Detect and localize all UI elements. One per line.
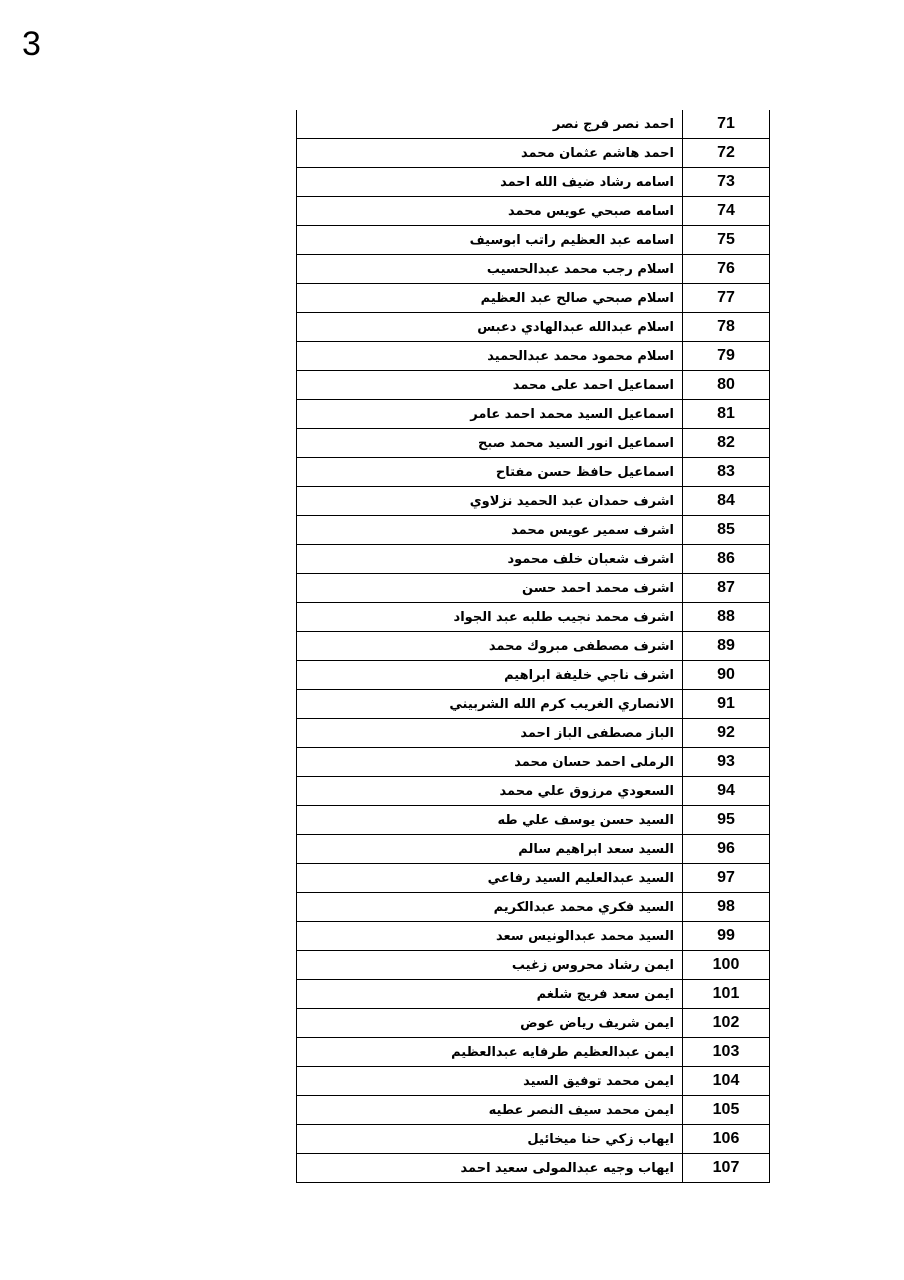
row-number: 82 [683,429,770,458]
row-name: اسلام رجب محمد عبدالحسيب [297,255,683,284]
table-row [297,1125,770,1154]
row-name: احمد هاشم عثمان محمد [297,139,683,168]
table-row [297,864,770,893]
table-row [297,1038,770,1067]
table-row [297,545,770,574]
table-row [297,661,770,690]
row-number: 92 [683,719,770,748]
table-row [297,1009,770,1038]
table-row [297,139,770,168]
table-row [297,110,770,139]
row-number: 95 [683,806,770,835]
row-number: 91 [683,690,770,719]
table-row [297,284,770,313]
table-row [297,371,770,400]
row-number: 96 [683,835,770,864]
row-number: 90 [683,661,770,690]
row-name: ايمن محمد توفيق السيد [297,1067,683,1096]
table-row [297,980,770,1009]
table-row [297,574,770,603]
row-number: 85 [683,516,770,545]
row-name: اشرف مصطفى مبروك محمد [297,632,683,661]
row-name: الرملى احمد حسان محمد [297,748,683,777]
page-number: 3 [22,25,41,63]
row-number: 103 [683,1038,770,1067]
row-name: اشرف شعبان خلف محمود [297,545,683,574]
table-row [297,603,770,632]
row-number: 81 [683,400,770,429]
row-number: 88 [683,603,770,632]
row-name: اسماعيل انور السيد محمد صبح [297,429,683,458]
table-row [297,313,770,342]
row-number: 72 [683,139,770,168]
table-row [297,342,770,371]
table-row [297,487,770,516]
row-number: 93 [683,748,770,777]
table-row [297,1067,770,1096]
row-number: 87 [683,574,770,603]
row-name: ايمن سعد فريج شلغم [297,980,683,1009]
row-name: احمد نصر فرج نصر [297,110,683,139]
table-row [297,777,770,806]
row-number: 74 [683,197,770,226]
row-name: اسلام عبدالله عبدالهادي دعبس [297,313,683,342]
row-number: 77 [683,284,770,313]
row-number: 80 [683,371,770,400]
row-number: 107 [683,1154,770,1183]
row-name: ايمن عبدالعظيم طرفايه عبدالعظيم [297,1038,683,1067]
row-number: 99 [683,922,770,951]
row-name: ايمن شريف رياض عوض [297,1009,683,1038]
row-number: 79 [683,342,770,371]
table-row [297,748,770,777]
row-number: 106 [683,1125,770,1154]
row-number: 73 [683,168,770,197]
table-row [297,951,770,980]
row-name: السيد محمد عبدالونيس سعد [297,922,683,951]
table-row [297,429,770,458]
table-row [297,400,770,429]
table-row [297,719,770,748]
table-row [297,226,770,255]
row-number: 86 [683,545,770,574]
row-name: ايمن رشاد محروس زغيب [297,951,683,980]
row-number: 84 [683,487,770,516]
row-name: اسلام صبحي صالح عبد العظيم [297,284,683,313]
row-name: السيد عبدالعليم السيد رفاعي [297,864,683,893]
table-row [297,1096,770,1125]
row-name: اشرف حمدان عبد الحميد نزلاوي [297,487,683,516]
row-number: 83 [683,458,770,487]
table-body [297,110,770,1183]
row-number: 71 [683,110,770,139]
table-row [297,516,770,545]
row-name: اشرف سمير عويس محمد [297,516,683,545]
row-number: 101 [683,980,770,1009]
table-row [297,690,770,719]
row-number: 75 [683,226,770,255]
row-name: السيد حسن يوسف علي طه [297,806,683,835]
table-row [297,1154,770,1183]
table-row [297,255,770,284]
table-row [297,632,770,661]
table-row [297,806,770,835]
row-number: 78 [683,313,770,342]
names-table [296,110,770,1183]
row-name: اسماعيل احمد على محمد [297,371,683,400]
row-number: 102 [683,1009,770,1038]
row-name: الانصاري الغريب كرم الله الشربيني [297,690,683,719]
row-number: 94 [683,777,770,806]
row-number: 76 [683,255,770,284]
table-row [297,197,770,226]
row-name: السعودي مرزوق علي محمد [297,777,683,806]
row-name: اسماعيل حافظ حسن مفتاح [297,458,683,487]
row-name: اسلام محمود محمد عبدالحميد [297,342,683,371]
row-name: ايهاب زكي حنا ميخائيل [297,1125,683,1154]
table-row [297,893,770,922]
table-row [297,458,770,487]
row-number: 97 [683,864,770,893]
row-name: السيد سعد ابراهيم سالم [297,835,683,864]
table-row [297,922,770,951]
table-row [297,835,770,864]
table-row [297,168,770,197]
row-number: 105 [683,1096,770,1125]
row-name: ايمن محمد سيف النصر عطيه [297,1096,683,1125]
row-number: 100 [683,951,770,980]
row-name: الباز مصطفى الباز احمد [297,719,683,748]
row-name: اشرف ناجي خليفة ابراهيم [297,661,683,690]
row-number: 98 [683,893,770,922]
row-name: اسماعيل السيد محمد احمد عامر [297,400,683,429]
row-name: اشرف محمد نجيب طلبه عبد الجواد [297,603,683,632]
row-number: 89 [683,632,770,661]
row-name: اشرف محمد احمد حسن [297,574,683,603]
row-name: اسامه صبحي عويس محمد [297,197,683,226]
row-name: اسامه رشاد ضيف الله احمد [297,168,683,197]
row-name: اسامه عبد العظيم راتب ابوسيف [297,226,683,255]
row-name: ايهاب وجيه عبدالمولى سعيد احمد [297,1154,683,1183]
row-name: السيد فكري محمد عبدالكريم [297,893,683,922]
row-number: 104 [683,1067,770,1096]
